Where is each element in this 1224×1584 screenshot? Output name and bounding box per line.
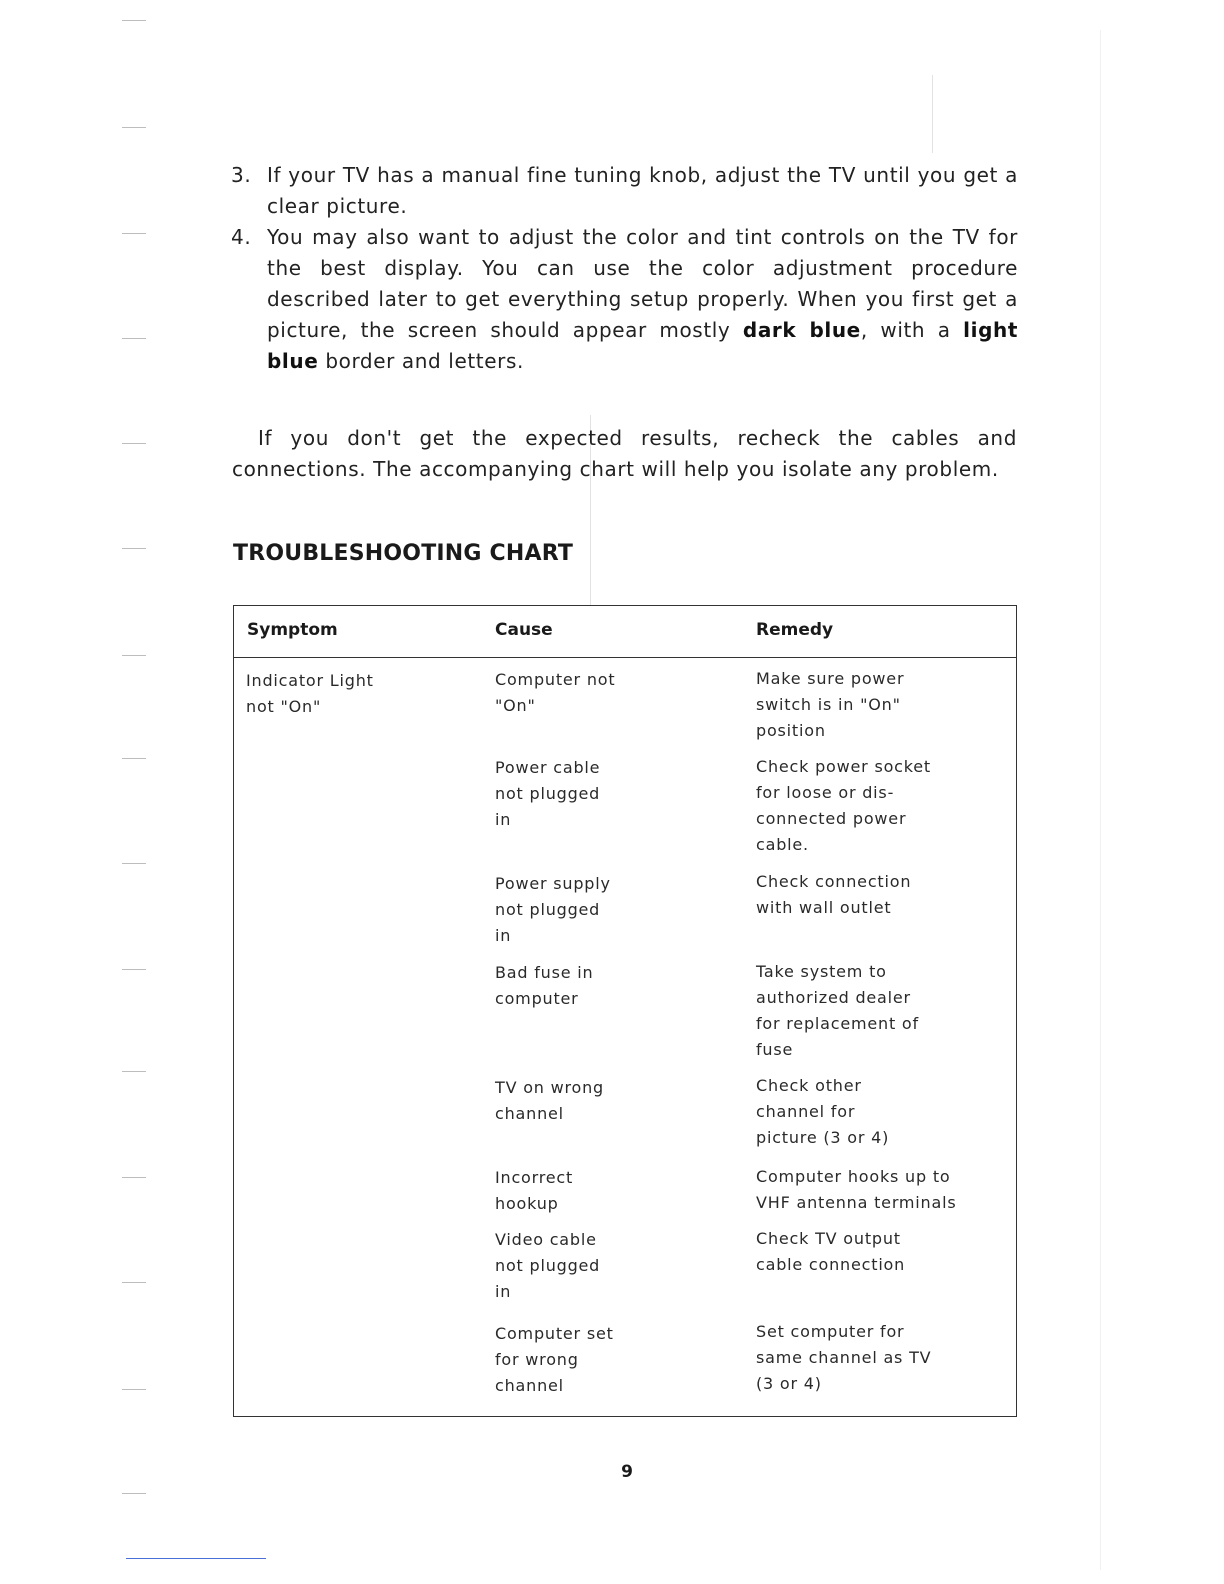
instruction-text: If your TV has a manual fine tuning knob, adjust the TV until you get a clear picture. [267,163,1018,218]
margin-tick [122,969,146,970]
remedy-cell: Check other channel for picture (3 or 4) [756,1076,890,1147]
margin-tick [122,548,146,549]
margin-tick [122,758,146,759]
troubleshooting-chart [233,605,1017,1417]
scan-streak [932,75,933,153]
margin-tick [122,443,146,444]
remedy-cell: Take system to authorized dealer for replacement of fuse [756,962,919,1059]
page-number: 9 [621,1462,633,1482]
instruction-number: 4. [231,225,252,249]
remedy-cell: Computer hooks up to VHF antenna terminals [756,1167,957,1212]
cause-cell: Bad fuse in computer [495,963,594,1008]
intro-paragraph: If you don't get the expected results, recheck the cables and connections. The accompanying chart will help you isolate any problem. [232,426,1017,481]
margin-tick [122,1493,146,1494]
cause-cell: Power cable not plugged in [495,758,601,829]
instruction-text: You may also want to adjust the color and tint controls on the TV for the best display. You can use the color adjustment procedure described later to get everything setup properly. When you first get a picture, the screen should appear mostly dark blue, with a light blue border and letters. [267,225,1018,373]
margin-tick [122,655,146,656]
cause-cell: TV on wrong channel [495,1078,605,1123]
margin-tick [122,1282,146,1283]
scan-underline [126,1558,266,1559]
cause-cell: Computer not "On" [495,670,616,715]
margin-tick [122,1071,146,1072]
cause-cell: Computer set for wrong channel [495,1324,614,1395]
emphasis-light-blue: light blue [267,318,1018,373]
cause-cell: Incorrect hookup [495,1168,574,1213]
margin-tick [122,233,146,234]
instruction-item-3 [231,160,1018,222]
page-edge [1100,30,1101,1570]
column-header-symptom: Symptom [247,620,338,640]
instruction-number: 3. [231,163,252,187]
remedy-cell: Check connection with wall outlet [756,872,912,917]
margin-tick [122,338,146,339]
instruction-list [231,160,1018,377]
column-header-remedy: Remedy [756,620,834,640]
instruction-item-4 [231,222,1018,377]
remedy-cell: Check TV output cable connection [756,1229,906,1274]
remedy-cell: Make sure power switch is in "On" position [756,669,905,740]
margin-tick [122,1389,146,1390]
emphasis-dark-blue: dark blue [742,318,861,342]
remedy-cell: Check power socket for loose or dis- connected power cable. [756,757,931,854]
cause-cell: Video cable not plugged in [495,1230,601,1301]
margin-tick [122,863,146,864]
margin-tick [122,20,146,21]
column-header-cause: Cause [495,620,553,640]
margin-tick [122,1177,146,1178]
margin-tick [122,127,146,128]
cause-cell: Power supply not plugged in [495,874,611,945]
chart-heading: TROUBLESHOOTING CHART [233,541,574,566]
symptom-cell: Indicator Light not "On" [246,671,374,716]
remedy-cell: Set computer for same channel as TV (3 or 4) [756,1322,932,1393]
chart-header-row [234,606,1016,658]
